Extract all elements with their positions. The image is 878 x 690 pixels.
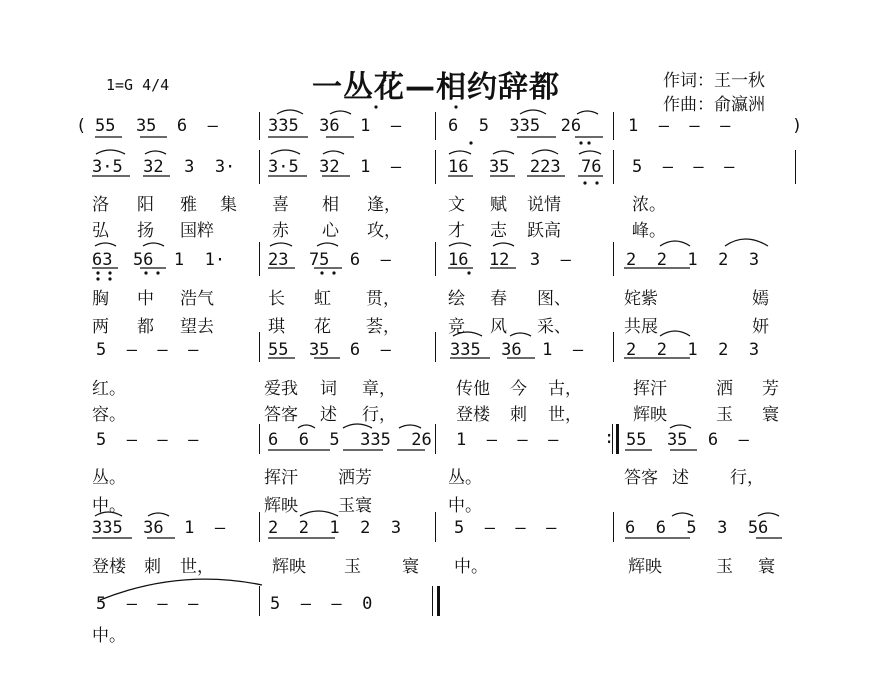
line6-measure-4: 6 6 5 3 56 (625, 518, 769, 538)
line3-measure-2: 23 75 6 — (268, 250, 391, 270)
lyricist-credit: 作词：王一秋 (663, 71, 765, 91)
line4-measure-1: 5 — — — (96, 340, 199, 360)
line7-measure-1: 5 — — — (96, 594, 199, 614)
key-signature: 1=G 4/4 (106, 76, 170, 94)
line2-measure-4: 5 — — — (632, 157, 735, 177)
line6-measure-1: 335 36 1 — (92, 518, 226, 538)
line4-measure-2: 55 35 6 — (268, 340, 391, 360)
line6-measure-3: 5 — — — (454, 518, 557, 538)
line1-measure-4: 1 — — — (628, 116, 731, 136)
line3-measure-4: 2 2 1 2 3 (626, 250, 760, 270)
line1-measure-3: 6 5 335 26 (448, 116, 582, 136)
line6-measure-2: 2 2 1 2 3 (268, 518, 402, 538)
line4-measure-3: 335 36 1 — (450, 340, 584, 360)
intro-open-paren: ( (76, 116, 87, 136)
composer-credit: 作曲：俞瀛洲 (663, 95, 765, 115)
line1-measure-2: 335 36 1 — (268, 116, 402, 136)
line7-measure-2: 5 — — 0 (270, 594, 373, 614)
song-title: 一丛花—相约辞都 (312, 70, 560, 105)
line2-measure-3: 16 35 223 76 (448, 157, 602, 177)
intro-close-paren: ) (792, 116, 803, 136)
line5-measure-3: 1 — — — (456, 430, 559, 450)
line7-lyrics-verse1: 中。 (92, 626, 126, 646)
line5-measure-1: 5 — — — (96, 430, 199, 450)
line3-measure-3: 16 12 3 — (448, 250, 571, 270)
line2-measure-1: 3·5 32 3 3· (92, 157, 236, 177)
line5-measure-4: 55 35 6 — (626, 430, 749, 450)
line1-measure-1: 55 35 6 — (95, 116, 218, 136)
line5-measure-2: 6 6 5 335 26 (268, 430, 432, 450)
repeat-dots: : (604, 428, 615, 448)
line4-measure-4: 2 2 1 2 3 (626, 340, 760, 360)
line3-measure-1: 63 56 1 1· (92, 250, 226, 270)
line2-measure-2: 3·5 32 1 — (268, 157, 402, 177)
